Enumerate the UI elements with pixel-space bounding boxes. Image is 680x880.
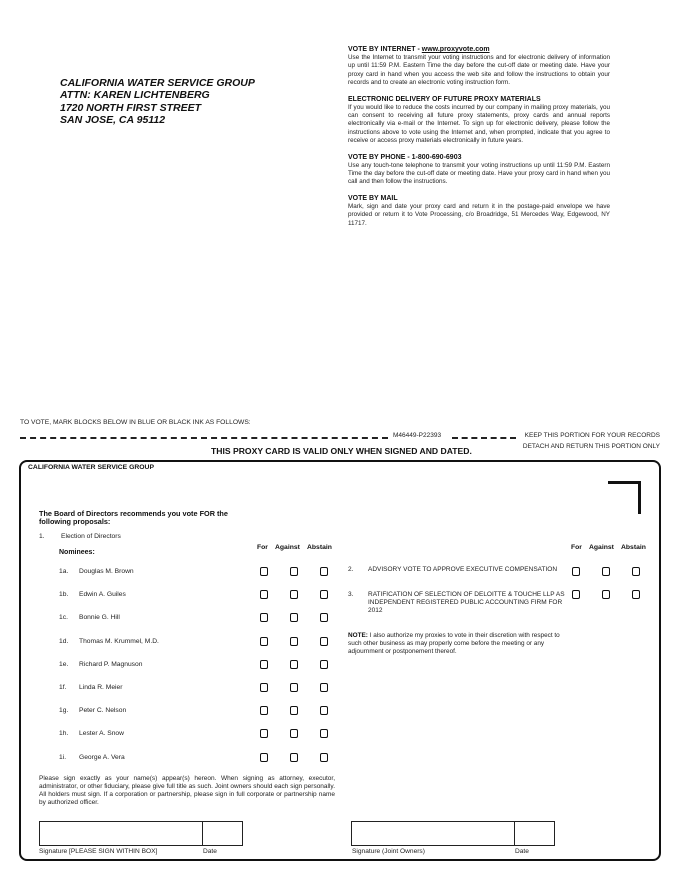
nominee-index: 1f.	[59, 684, 67, 691]
nominees-label: Nominees:	[59, 549, 95, 556]
nominee-for-checkbox[interactable]	[260, 706, 268, 715]
vote-by-internet-text: Use the Internet to transmit your voting instructions and for electronic delivery of information up until 11:59 P.M. Eastern Time the day before the cut-off date or meeting date. Have your proxy card in hand when you access the web site and follow the instructions to obtain your records and to create an electronic voting instruction form.	[348, 54, 610, 87]
board-recommendation: The Board of Directors recommends you vote FOR the following proposals:	[39, 509, 228, 527]
detach-dashed-line-left	[20, 437, 388, 439]
nominee-against-checkbox[interactable]	[290, 753, 298, 762]
item-1-label: Election of Directors	[61, 533, 121, 540]
nominee-name: Peter C. Nelson	[79, 707, 127, 714]
nominee-row	[59, 590, 359, 602]
col-header-abstain-right: Abstain	[621, 544, 646, 551]
address-line-3: 1720 NORTH FIRST STREET	[60, 101, 202, 114]
item-1-election	[39, 533, 121, 540]
detach-portion-label: DETACH AND RETURN THIS PORTION ONLY	[522, 443, 660, 450]
address-line-1: CALIFORNIA WATER SERVICE GROUP	[60, 77, 255, 89]
signature-date-box[interactable]	[202, 821, 243, 846]
vote-by-internet-heading	[348, 45, 610, 54]
proposal-2-against-checkbox[interactable]	[602, 567, 610, 576]
nominee-name: George A. Vera	[79, 754, 125, 761]
nominee-for-checkbox[interactable]	[260, 590, 268, 599]
nominee-against-checkbox[interactable]	[290, 637, 298, 646]
nominee-row	[59, 637, 359, 649]
col-header-against: Against	[275, 544, 300, 551]
proposal-2-abstain-checkbox[interactable]	[632, 567, 640, 576]
nominee-against-checkbox[interactable]	[290, 567, 298, 576]
nominee-row	[59, 567, 359, 579]
joint-signature-date-box[interactable]	[514, 821, 555, 846]
col-header-against-right: Against	[589, 544, 614, 551]
nominee-abstain-checkbox[interactable]	[320, 753, 328, 762]
col-header-abstain: Abstain	[307, 544, 332, 551]
nominee-abstain-checkbox[interactable]	[320, 729, 328, 738]
nominee-abstain-checkbox[interactable]	[320, 567, 328, 576]
keep-portion-label: KEEP THIS PORTION FOR YOUR RECORDS	[524, 432, 660, 439]
address-line-4: SAN JOSE, CA 95112	[60, 113, 166, 126]
nominee-row	[59, 683, 359, 695]
proposal-3-abstain-checkbox[interactable]	[632, 590, 640, 599]
nominee-for-checkbox[interactable]	[260, 729, 268, 738]
proposal-text: RATIFICATION OF SELECTION OF DELOITTE & TOUCHE LLP AS INDEPENDENT REGISTERED PUBLIC ACCOUNTING FIRM FOR 2012	[368, 591, 565, 614]
nominee-name: Linda R. Meier	[79, 684, 123, 691]
nominee-row	[59, 613, 359, 625]
corner-registration-mark	[608, 481, 641, 514]
joint-signature-box[interactable]	[351, 821, 515, 846]
vote-by-mail-heading: VOTE BY MAIL	[348, 194, 398, 202]
return-address	[60, 77, 255, 126]
nominee-for-checkbox[interactable]	[260, 753, 268, 762]
nominee-abstain-checkbox[interactable]	[320, 706, 328, 715]
nominee-abstain-checkbox[interactable]	[320, 660, 328, 669]
nominee-index: 1c.	[59, 614, 68, 621]
nominee-name: Edwin A. Guiles	[79, 591, 126, 598]
nominee-name: Thomas M. Krummel, M.D.	[79, 638, 159, 645]
nominee-for-checkbox[interactable]	[260, 567, 268, 576]
nominee-row	[59, 729, 359, 741]
detach-dashed-line-right	[452, 437, 516, 439]
proxyvote-link[interactable]: www.proxyvote.com	[421, 46, 490, 53]
nominee-index: 1g.	[59, 707, 69, 714]
electronic-delivery-heading: ELECTRONIC DELIVERY OF FUTURE PROXY MATERIALS	[348, 95, 541, 103]
nominee-for-checkbox[interactable]	[260, 637, 268, 646]
note-label: NOTE:	[348, 632, 368, 639]
validity-notice: THIS PROXY CARD IS VALID ONLY WHEN SIGNED AND DATED.	[211, 446, 472, 456]
nominee-for-checkbox[interactable]	[260, 683, 268, 692]
nominee-for-checkbox[interactable]	[260, 613, 268, 622]
nominee-for-checkbox[interactable]	[260, 660, 268, 669]
proposal-number: 3.	[348, 591, 354, 598]
nominee-name: Lester A. Snow	[79, 730, 124, 737]
vote-by-phone-text: Use any touch-tone telephone to transmit your voting instructions up until 11:59 P.M. Eastern Time the day before the cut-off date or meeting date. Have your proxy card in hand when you call and then follow the instructions.	[348, 161, 610, 186]
vote-by-phone-heading: VOTE BY PHONE - 1-800-690-6903	[348, 153, 462, 161]
vote-by-phone-section	[348, 153, 610, 187]
proposal-3-for-checkbox[interactable]	[572, 590, 580, 599]
nominee-abstain-checkbox[interactable]	[320, 683, 328, 692]
item-1-number: 1.	[39, 533, 45, 540]
discretion-note	[348, 632, 560, 655]
electronic-delivery-text: If you would like to reduce the costs incurred by our company in mailing proxy materials, you can consent to receiving all future proxy statements, proxy cards and annual reports electronically via e-mail or the Internet. To sign up for electronic delivery, please follow the instructions above to vote using the Internet and, when prompted, indicate that you agree to receive or access proxy materials electronically in future years.	[348, 103, 610, 145]
voting-instructions	[348, 45, 610, 235]
nominee-index: 1e.	[59, 661, 69, 668]
nominee-against-checkbox[interactable]	[290, 729, 298, 738]
proxy-card	[19, 460, 661, 861]
proposal-2-for-checkbox[interactable]	[572, 567, 580, 576]
nominee-against-checkbox[interactable]	[290, 660, 298, 669]
nominee-abstain-checkbox[interactable]	[320, 590, 328, 599]
nominee-name: Bonnie G. Hill	[79, 614, 120, 621]
nominee-against-checkbox[interactable]	[290, 706, 298, 715]
nominee-against-checkbox[interactable]	[290, 613, 298, 622]
vote-by-mail-section	[348, 194, 610, 228]
vote-by-internet-section	[348, 45, 610, 88]
nominee-index: 1i.	[59, 754, 67, 761]
signature-label: Signature [PLEASE SIGN WITHIN BOX]	[39, 848, 158, 855]
nominee-index: 1h.	[59, 730, 69, 737]
nominee-name: Douglas M. Brown	[79, 568, 134, 575]
address-line-2: ATTN: KAREN LICHTENBERG	[60, 89, 210, 102]
proposal-number: 2.	[348, 566, 354, 573]
nominee-abstain-checkbox[interactable]	[320, 613, 328, 622]
vote-by-mail-text: Mark, sign and date your proxy card and return it in the postage-paid envelope we have provided or return it to Vote Processing, c/o Broadridge, 51 Mercedes Way, Edgewood, NY 11717.	[348, 202, 610, 227]
note-text: I also authorize my proxies to vote in their discretion with respect to such other business as may properly come before the meeting or any adjournment or postponement thereof.	[348, 632, 560, 655]
electronic-delivery-section	[348, 95, 610, 146]
col-header-for-right: For	[571, 544, 582, 551]
joint-signature-label: Signature (Joint Owners)	[352, 848, 425, 855]
nominee-row	[59, 706, 359, 718]
nominee-index: 1a.	[59, 568, 69, 575]
nominee-index: 1b.	[59, 591, 69, 598]
control-code: M46449-P22393	[393, 432, 442, 439]
card-company-name: CALIFORNIA WATER SERVICE GROUP	[28, 464, 155, 471]
joint-date-label: Date	[515, 848, 529, 855]
date-label: Date	[203, 848, 217, 855]
proposal-3-against-checkbox[interactable]	[602, 590, 610, 599]
nominee-row	[59, 753, 359, 765]
nominee-index: 1d.	[59, 638, 69, 645]
signing-instructions: Please sign exactly as your name(s) appear(s) hereon. When signing as attorney, executor, administrator, or other fiduciary, please give full title as such. Joint owners should each sign personally. All holders must sign. If a corporation or partnership, please sign in full corporate or partnership name by authorized officer.	[39, 775, 335, 806]
proposal-text: ADVISORY VOTE TO APPROVE EXECUTIVE COMPENSATION	[368, 566, 558, 573]
nominee-row	[59, 660, 359, 672]
nominee-abstain-checkbox[interactable]	[320, 637, 328, 646]
col-header-for: For	[257, 544, 268, 551]
signature-box[interactable]	[39, 821, 203, 846]
nominee-against-checkbox[interactable]	[290, 590, 298, 599]
nominee-against-checkbox[interactable]	[290, 683, 298, 692]
mark-instructions: TO VOTE, MARK BLOCKS BELOW IN BLUE OR BLACK INK AS FOLLOWS:	[20, 419, 251, 426]
nominee-name: Richard P. Magnuson	[79, 661, 143, 668]
vote-by-internet-label: VOTE BY INTERNET -	[348, 46, 422, 53]
